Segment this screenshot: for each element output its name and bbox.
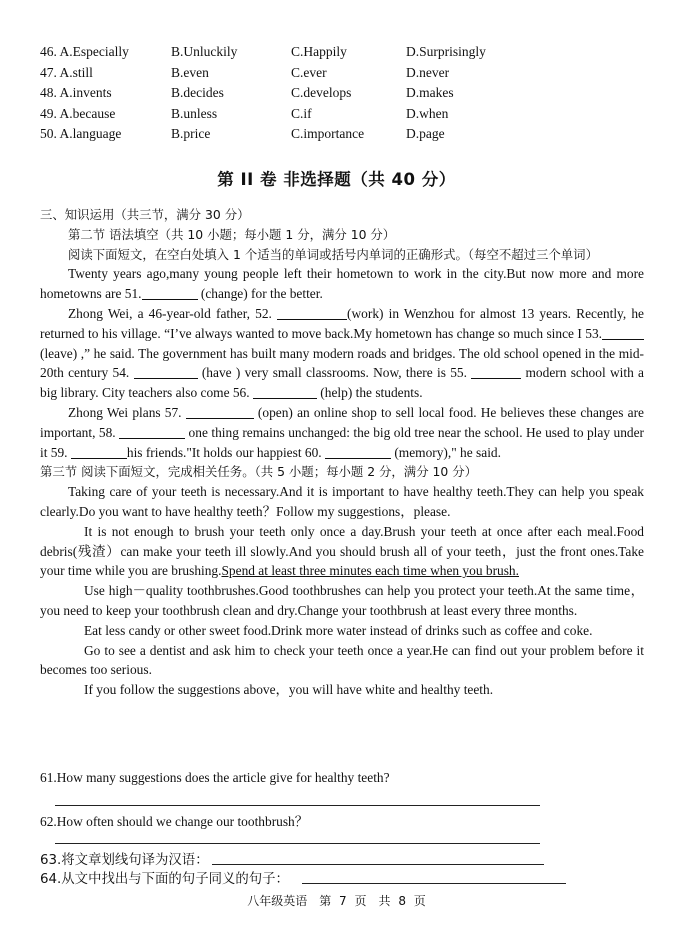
- choice-row: [40, 83, 526, 104]
- question-63: 63.将文章划线句译为汉语：: [40, 853, 209, 868]
- option-d[interactable]: [406, 83, 526, 104]
- option-a[interactable]: [40, 42, 171, 63]
- option-b[interactable]: [171, 104, 291, 125]
- option-a[interactable]: [40, 63, 171, 84]
- option-c[interactable]: [291, 83, 406, 104]
- option-text: B.Unluckily: [171, 44, 238, 59]
- blank-57[interactable]: [186, 404, 254, 419]
- blank-54[interactable]: [134, 364, 198, 379]
- question-61: 61.How many suggestions does the article give for healthy teeth?: [40, 770, 390, 785]
- option-a[interactable]: [40, 124, 171, 145]
- option-text: D.makes: [406, 85, 454, 101]
- grammar-cloze-section: [40, 205, 644, 700]
- underlined-sentence: Spend at least three minutes each time when you brush.: [221, 563, 519, 579]
- blank-52[interactable]: [277, 305, 347, 320]
- option-text: C.Happily: [291, 44, 347, 59]
- reading-paragraph-1: Taking care of your teeth is necessary.And it is important to have healthy teeth.They can help you speak clearly.Do you want to have healthy teeth？Follow my suggestions，please.: [40, 484, 644, 519]
- answer-line-63[interactable]: [212, 864, 544, 865]
- choice-list: [40, 42, 526, 145]
- option-text: C.develops: [291, 85, 352, 101]
- question-64: 64.从文中找出与下面的句子同义的句子：: [40, 872, 289, 887]
- option-text: A.still: [59, 64, 93, 80]
- option-d[interactable]: [406, 124, 526, 145]
- answer-line-64[interactable]: [302, 883, 566, 884]
- reading-paragraph-3: Use high－quality toothbrushes.Good toothbrushes can help you protect your teeth.At the same time，you need to keep your toothbrush clean and dry.Change your toothbrush at least every three months.: [40, 583, 644, 618]
- option-text: B.even: [171, 64, 209, 80]
- sec2-instructions: 阅读下面短文，在空白处填入 1 个适当的单词或括号内单词的正确形式。（每空不超过三个单词）: [68, 246, 598, 262]
- option-text: B.decides: [171, 85, 224, 101]
- blank-55[interactable]: [471, 364, 521, 379]
- question-number: 47.: [40, 64, 57, 80]
- option-d[interactable]: [406, 63, 526, 84]
- option-b[interactable]: [171, 42, 291, 63]
- option-text: C.importance: [291, 126, 365, 142]
- option-text: D.never: [406, 64, 450, 80]
- cloze-paragraph-3: Zhong Wei plans 57. (open) an online shop to sell local food. He believes these changes are important, 58. one thing remains unchanged: the big old tree near the school. He used to play under it 59. his friends."It holds our happiest 60. (memory)," he said.: [40, 404, 644, 460]
- reading-paragraph-4: Eat less candy or other sweet food.Drink more water instead of drinks such as coffee and coke.: [84, 622, 593, 638]
- reading-paragraph-5: Go to see a dentist and ask him to check your teeth once a year.He can find out your problem before it becomes too serious.: [40, 642, 644, 678]
- reading-paragraph-2: It is not enough to brush your teeth only once a day.Brush your teeth at once after each meal.Food debris(残渣）can make your teeth ill slowly.And you should brush all of your teeth，just the front ones.Take your time while you are brushing.Spend at least three minutes each time when you brush.: [40, 523, 644, 579]
- choice-row: [40, 104, 526, 125]
- option-text: B.price: [171, 126, 211, 142]
- answer-line-61[interactable]: [55, 805, 540, 806]
- option-text: A.language: [59, 126, 122, 142]
- sec3-heading: 第三节 阅读下面短文，完成相关任务。（共 5 小题；每小题 2 分，满分 10 分）: [40, 464, 478, 480]
- option-text: D.when: [406, 105, 449, 121]
- blank-60[interactable]: [325, 444, 391, 459]
- option-a[interactable]: [40, 104, 171, 125]
- blank-51[interactable]: [142, 285, 198, 300]
- option-b[interactable]: [171, 63, 291, 84]
- option-b[interactable]: [171, 83, 291, 104]
- option-text: B.unless: [171, 105, 218, 121]
- question-number: 48.: [40, 85, 57, 101]
- blank-58[interactable]: [119, 424, 185, 439]
- page-footer: 八年级英语 第 7 页 共 8 页: [247, 894, 426, 908]
- cloze-paragraph-1: Twenty years ago,many young people left their hometown to work in the city.But now more and more hometowns are 51. (change) for the better.: [40, 266, 644, 302]
- question-number: 46.: [40, 44, 57, 59]
- cloze-paragraph-2: Zhong Wei, a 46-year-old father, 52. (work) in Wenzhou for almost 13 years. Recently, he returned to his village. “I’ve always wanted to move back.My hometown has change so much since I 53.(leave) ,” he said. The government has built many modern roads and bridges. The old school opened in the mid-20th century 54. (have ) very small classrooms. Now, there is 55. modern school with a big library. City teachers also come 56. (help) the students.: [40, 305, 644, 401]
- option-a[interactable]: [40, 83, 171, 104]
- option-c[interactable]: [291, 42, 406, 63]
- choice-row: [40, 124, 526, 145]
- option-d[interactable]: [406, 42, 526, 63]
- option-text: D.page: [406, 126, 445, 142]
- option-c[interactable]: [291, 63, 406, 84]
- choice-row: [40, 42, 526, 63]
- option-c[interactable]: [291, 124, 406, 145]
- question-62: 62.How often should we change our toothbrush？: [40, 814, 309, 829]
- option-text: C.ever: [291, 64, 327, 80]
- question-number: 49.: [40, 105, 57, 121]
- option-c[interactable]: [291, 104, 406, 125]
- option-text: C.if: [291, 105, 312, 121]
- option-text: A.because: [59, 105, 116, 121]
- option-b[interactable]: [171, 124, 291, 145]
- option-text: A.invents: [59, 85, 112, 101]
- option-d[interactable]: [406, 104, 526, 125]
- option-text: A.Especially: [59, 44, 129, 59]
- option-text: D.Surprisingly: [406, 44, 486, 59]
- part3-heading: 三、知识运用（共三节，满分 30 分）: [40, 207, 250, 222]
- section-title: 第 II 卷 非选择题（共 40 分）: [217, 170, 456, 189]
- question-number: 50.: [40, 126, 57, 142]
- reading-paragraph-6: If you follow the suggestions above，you will have white and healthy teeth.: [84, 682, 494, 698]
- sec2-heading: 第二节 语法填空（共 10 小题；每小题 1 分，满分 10 分）: [68, 226, 396, 242]
- blank-53[interactable]: [602, 325, 644, 340]
- blank-59[interactable]: [71, 444, 127, 459]
- choice-row: [40, 63, 526, 84]
- answer-line-62[interactable]: [55, 843, 540, 844]
- blank-56[interactable]: [253, 384, 317, 399]
